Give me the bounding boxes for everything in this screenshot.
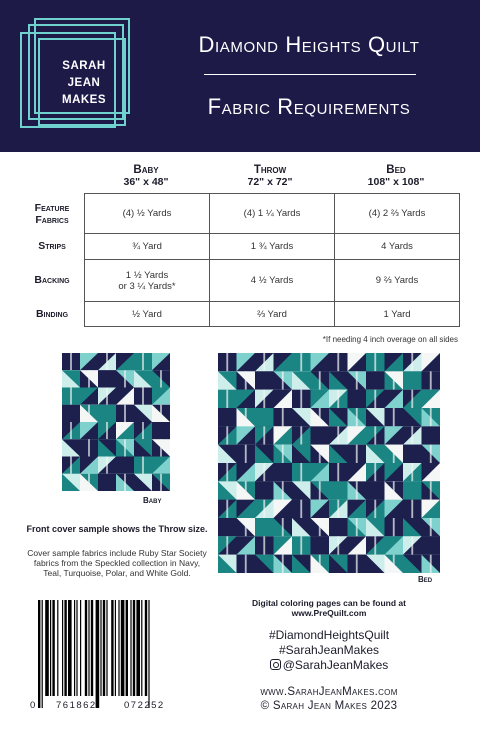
digital-pages-note [218,598,440,618]
baby-quilt-image [62,353,170,491]
quilt-strip [263,500,265,518]
quilt-strip [300,390,302,408]
quilt-strip [319,445,321,463]
cell-text: 4 Yards [381,241,413,252]
quilt-strip [263,536,265,554]
quilt-strip [356,481,358,499]
barcode-bar [74,600,75,696]
column-size: 108" x 108" [367,176,425,188]
quilt-strip [411,390,413,408]
table-cell [210,194,334,233]
barcode-bar [91,600,93,696]
quilt-strip [393,555,395,573]
barcode-bar [76,600,77,696]
row-header-feature-fabrics [22,195,82,233]
table-cell [85,302,209,327]
throw-quilt-image [218,353,440,573]
requirements-table [84,193,460,327]
cell-text: or 3 ¼ Yards* [118,280,176,292]
barcode-bar [136,600,140,696]
hashtag-quilt: #DiamondHeightsQuilt [268,628,390,642]
quilt-strip [160,474,162,491]
quilt-strip [226,500,228,518]
instagram-icon [270,659,281,670]
quilt-strip [160,405,162,422]
barcode-bar [80,600,81,696]
quilt-strip [124,439,126,456]
quilt-strip [282,518,284,536]
column-header-bed [334,164,458,188]
cell-text: ½ Yard [132,309,162,320]
quilt-strip [356,518,358,536]
quilt-strip [124,405,126,422]
page-title: Diamond Heights Quilt [198,32,420,57]
quilt-strip [282,555,284,573]
quilt-strip [337,536,339,554]
quilt-strip [319,555,321,573]
fabric-note: Cover sample fabrics include Ruby Star Society fabrics from the Speckled collection in Navy, Teal, Turquoise, Polar, and White Gold. [27,548,207,578]
quilt-strip [393,408,395,426]
quilt-strip [245,481,247,499]
barcode [38,600,184,708]
quilt-strip [142,422,144,439]
barcode-bar [133,600,135,696]
quilt-strip [282,481,284,499]
quilt-strip [88,439,90,456]
cell-text: 1 ¾ Yards [250,241,294,252]
quilt-strip [106,422,108,439]
copyright: © Sarah Jean Makes 2023 [260,700,398,712]
quilt-strip [124,474,126,491]
quilt-strip [282,408,284,426]
barcode-bar [57,600,58,696]
quilt-strip [430,518,432,536]
prequilt-link[interactable]: www.PreQuilt.com [291,608,367,618]
quilt-strip [263,390,265,408]
quilt-strip [430,445,432,463]
quilt-strip [337,463,339,481]
barcode-bar [68,600,72,696]
quilt-strip [226,426,228,444]
barcode-bar [126,600,128,696]
column-header-throw [208,164,332,188]
quilt-strip [245,371,247,389]
barcode-bar [145,600,147,696]
quilt-strip [226,463,228,481]
quilt-strip [88,474,90,491]
quilt-strip [393,518,395,536]
table-cell [85,234,209,259]
cell-text: ¾ Yard [132,241,162,252]
quilt-strip [263,463,265,481]
logo-line: JEAN [67,77,101,89]
quilt-strip [300,463,302,481]
barcode-bar [88,600,89,696]
barcode-bar [62,600,63,696]
quilt-strip [106,457,108,474]
barcode-bar [96,600,100,708]
quilt-strip [226,536,228,554]
quilt-strip [374,536,376,554]
quilt-strip [245,555,247,573]
bed-caption: Bed [418,575,433,584]
quilt-strip [245,518,247,536]
barcode-bar [38,600,40,708]
quilt-strip [356,555,358,573]
barcode-bar [100,600,101,696]
quilt-strip [245,445,247,463]
hashtag-maker: #SarahJeanMakes [278,643,380,657]
barcode-left-digit: 0 [30,700,36,711]
quilt-strip [319,408,321,426]
row-header-binding [22,301,82,327]
quilt-strip [393,371,395,389]
quilt-strip [319,481,321,499]
table-footnote: *If needing 4 inch overage on all sides [322,335,458,344]
quilt-strip [160,439,162,456]
quilt-strip [337,390,339,408]
cell-text: 1 Yard [383,309,411,320]
barcode-bar [121,600,125,696]
cell-text: 9 ⅔ Yards [375,275,419,286]
quilt-strip [300,426,302,444]
quilt-strip [374,426,376,444]
quilt-strip [282,445,284,463]
quilt-strip [160,370,162,387]
instagram-handle [218,658,440,672]
barcode-bar [45,600,49,696]
cell-text: (4) 2 ⅔ Yards [368,208,426,219]
quilt-strip [142,388,144,405]
barcode-bar [42,600,43,708]
quilt-strip [430,371,432,389]
barcode-bar [148,600,149,708]
barcode-bar [130,600,131,696]
barcode-bar [141,600,142,696]
quilt-strip [337,426,339,444]
quilt-strip [263,353,265,371]
logo-line: MAKES [61,94,107,106]
baby-caption: Baby [143,496,162,505]
quilt-strip [142,457,144,474]
website-link[interactable]: www.SarahJeanMakes.com [260,686,398,698]
quilt-strip [300,536,302,554]
row-label: Feature [34,202,70,214]
quilt-strip [226,353,228,371]
table-cell [210,302,334,327]
quilt-strip [300,353,302,371]
table-cell [335,260,459,301]
cell-text: 4 ½ Yards [250,275,294,286]
quilt-strip [319,518,321,536]
quilt-strip [430,555,432,573]
page-subtitle: Fabric Requirements [207,94,411,119]
quilt-strip [106,388,108,405]
column-name: Throw [253,164,287,176]
barcode-bar [50,600,51,696]
table-cell [210,234,334,259]
cell-text: (4) 1 ¼ Yards [243,208,301,219]
quilt-strip [124,370,126,387]
quilt-strip [393,445,395,463]
table-cell [335,234,459,259]
barcode-group2: 072252 [124,700,165,711]
barcode-bar [106,600,107,696]
row-label: Fabrics [35,214,69,226]
quilt-strip [430,408,432,426]
column-header-baby [84,164,208,188]
instagram-text: @SarahJeanMakes [282,658,389,672]
title-divider [204,74,416,75]
row-header-backing [22,259,82,301]
barcode-bar [111,600,113,696]
quilt-strip [374,463,376,481]
quilt-strip [430,481,432,499]
barcode-bar [52,600,54,696]
column-size: 72" x 72" [247,176,293,188]
table-cell [210,260,334,301]
quilt-strip [282,371,284,389]
quilt-strip [356,371,358,389]
header-band [0,0,480,152]
logo-text [48,58,120,109]
table-cell [85,194,209,233]
cell-text: 1 ½ Yards [125,269,169,281]
quilt-strip [106,353,108,370]
quilt-strip [374,500,376,518]
quilt-strip [245,408,247,426]
quilt-strip [70,388,72,405]
column-name: Baby [133,164,159,176]
quilt-strip [70,422,72,439]
quilt-strip [70,353,72,370]
column-size: 36" x 48" [123,176,169,188]
barcode-bar [85,600,87,696]
quilt-strip [411,500,413,518]
barcode-bar [64,600,66,696]
logo-line: SARAH [62,60,106,72]
table-cell [335,302,459,327]
quilt-strip [226,390,228,408]
barcode-group1: 761862 [56,700,97,711]
table-cell [85,260,209,301]
quilt-strip [337,500,339,518]
barcode-bar [103,600,105,696]
cell-text: (4) ½ Yards [122,208,172,219]
quilt-strip [411,536,413,554]
quilt-strip [356,445,358,463]
quilt-strip [88,405,90,422]
quilt-strip [411,463,413,481]
quilt-strip [319,371,321,389]
quilt-strip [70,457,72,474]
quilt-strip [374,390,376,408]
quilt-strip [142,353,144,370]
row-label: Backing [34,274,70,286]
row-label: Strips [38,240,66,252]
table-cell [335,194,459,233]
row-label: Binding [35,308,69,320]
quilt-strip [411,353,413,371]
quilt-strip [411,426,413,444]
quilt-strip [88,370,90,387]
quilt-strip [337,353,339,371]
quilt-strip [300,500,302,518]
cell-text: ⅔ Yard [257,309,287,320]
row-header-strips [22,233,82,259]
quilt-strip [393,481,395,499]
barcode-bar [118,600,119,696]
digital-line: Digital coloring pages can be found at [252,598,406,608]
barcode-bar [115,600,116,696]
logo [20,18,132,138]
front-cover-note: Front cover sample shows the Throw size. [26,524,208,534]
quilt-strip [263,426,265,444]
quilt-strip [356,408,358,426]
column-name: Bed [386,164,406,176]
quilt-strip [374,353,376,371]
